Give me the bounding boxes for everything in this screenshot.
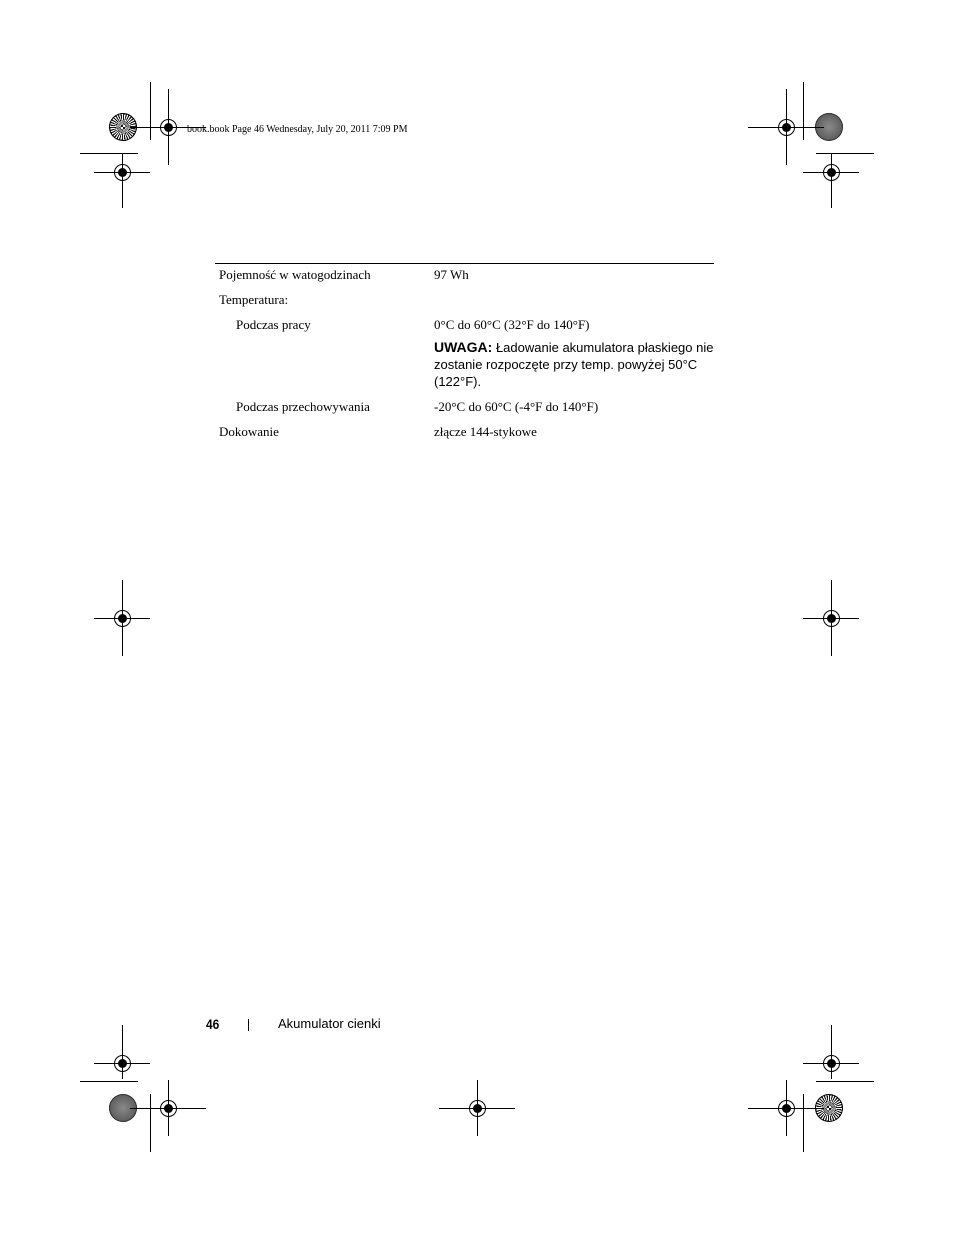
trim-line-br-h (816, 1081, 874, 1082)
trim-line-bl-h (80, 1081, 138, 1082)
trim-line-bl-v (150, 1094, 151, 1152)
storage-value: -20°C do 60°C (-4°F do 140°F) (434, 399, 599, 414)
trim-line-tl-v (150, 82, 151, 140)
trim-line-tr-v (803, 82, 804, 140)
print-slug: book.book Page 46 Wednesday, July 20, 2011 7:09 PM (187, 124, 408, 135)
storage-label: Podczas przechowywania (236, 399, 370, 414)
capacity-value: 97 Wh (434, 267, 469, 282)
temperature-label: Temperatura: (219, 292, 289, 307)
note-label: UWAGA: (434, 339, 493, 355)
table-top-rule (215, 263, 714, 264)
docking-value: złącze 144-stykowe (434, 424, 537, 439)
docking-label: Dokowanie (219, 424, 279, 439)
trim-line-br-v (803, 1094, 804, 1152)
trim-line-tr-h (816, 153, 874, 154)
operating-label: Podczas pracy (236, 317, 311, 332)
capacity-label: Pojemność w watogodzinach (219, 267, 371, 282)
footer-section-title: Akumulator cienki (278, 1016, 381, 1031)
operating-value: 0°C do 60°C (32°F do 140°F) (434, 317, 590, 332)
note-text: Ładowanie akumulatora płaskiego nie zostanie rozpoczęte przy temp. powyżej 50°C (122°F). (434, 340, 714, 389)
footer-separator (248, 1019, 249, 1031)
page-number: 46 (206, 1016, 220, 1032)
charging-note (434, 339, 714, 390)
trim-line-tl-h (80, 153, 138, 154)
